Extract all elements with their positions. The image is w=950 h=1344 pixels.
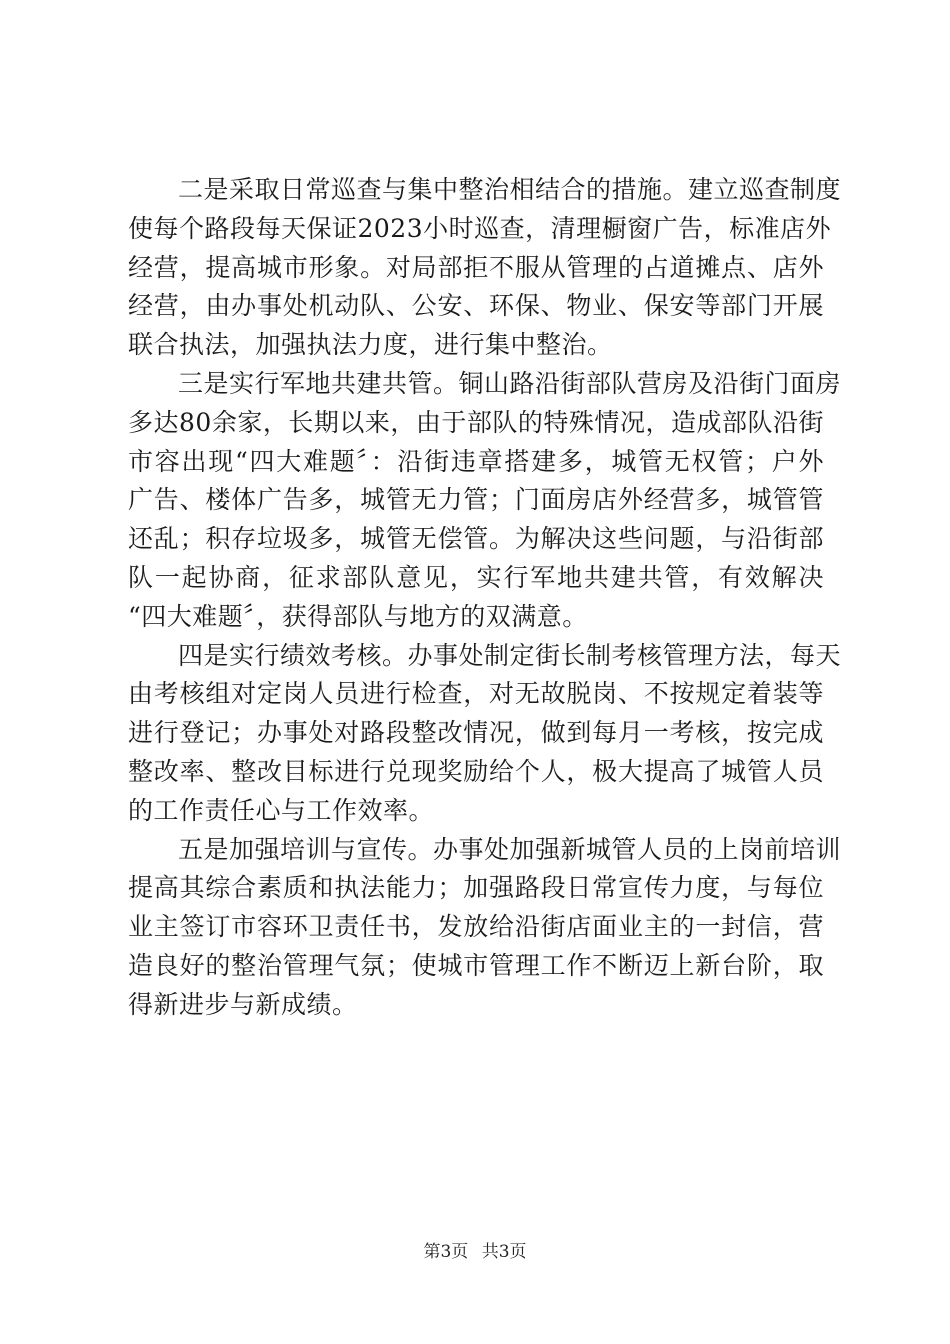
text-line: 二是采取日常巡查与集中整治相结合的措施。建立巡查制度: [178, 175, 842, 204]
text-line: 得新进步与新成绩。: [128, 989, 358, 1019]
page-total: 共3页: [481, 1242, 527, 1262]
text-line: “四大难题〞，获得部队与地方的双满意。: [128, 601, 588, 631]
text-line: 广告、楼体广告多，城管无力管；门面房店外经营多，城管管: [128, 485, 824, 515]
paragraph-military-civil: [128, 365, 842, 637]
text-line: 四是实行绩效考核。办事处制定街长制考核管理方法，每天: [178, 640, 842, 670]
text-line: 进行登记；办事处对路段整改情况，做到每月一考核，按完成: [128, 718, 824, 748]
paragraph-training: [128, 831, 842, 1025]
page-number: 第3页: [423, 1242, 469, 1262]
text-line: 经营，由办事处机动队、公安、环保、物业、保安等部门开展: [128, 291, 824, 321]
paragraph-patrol: [128, 171, 842, 365]
text-line: 队一起协商，征求部队意见，实行军地共建共管，有效解决: [128, 562, 824, 592]
page-footer: [0, 1240, 950, 1264]
paragraph-performance: [128, 637, 842, 831]
text-line: 还乱；积存垃圾多，城管无偿管。为解决这些问题，与沿街部: [128, 524, 824, 554]
text-line: 整改率、整改目标进行兑现奖励给个人，极大提高了城管人员: [128, 756, 824, 786]
text-line: 业主签订市容环卫责任书，发放给沿街店面业主的一封信，营: [128, 912, 824, 942]
text-line: 五是加强培训与宣传。办事处加强新城管人员的上岗前培训: [178, 834, 842, 864]
text-line: 使每个路段每天保证2023小时巡查，清理橱窗广告，标准店外: [128, 213, 832, 243]
text-line: 的工作责任心与工作效率。: [128, 795, 435, 825]
text-line: 市容出现“四大难题〞：沿街违章搭建多，城管无权管；户外: [128, 446, 824, 476]
text-line: 由考核组对定岗人员进行检查，对无故脱岗、不按规定着装等: [128, 679, 824, 709]
text-line: 造良好的整治管理气氛；使城市管理工作不断迈上新台阶，取: [128, 950, 824, 980]
document-body: [128, 171, 842, 1025]
text-line: 三是实行军地共建共管。铜山路沿街部队营房及沿街门面房: [178, 368, 842, 398]
text-line: 经营，提高城市形象。对局部拒不服从管理的占道摊点、店外: [128, 252, 824, 282]
text-line: 联合执法，加强执法力度，进行集中整治。: [128, 330, 613, 360]
text-line: 提高其综合素质和执法能力；加强路段日常宣传力度，与每位: [128, 873, 824, 903]
text-line: 多达80余家，长期以来，由于部队的特殊情况，造成部队沿街: [128, 407, 824, 437]
